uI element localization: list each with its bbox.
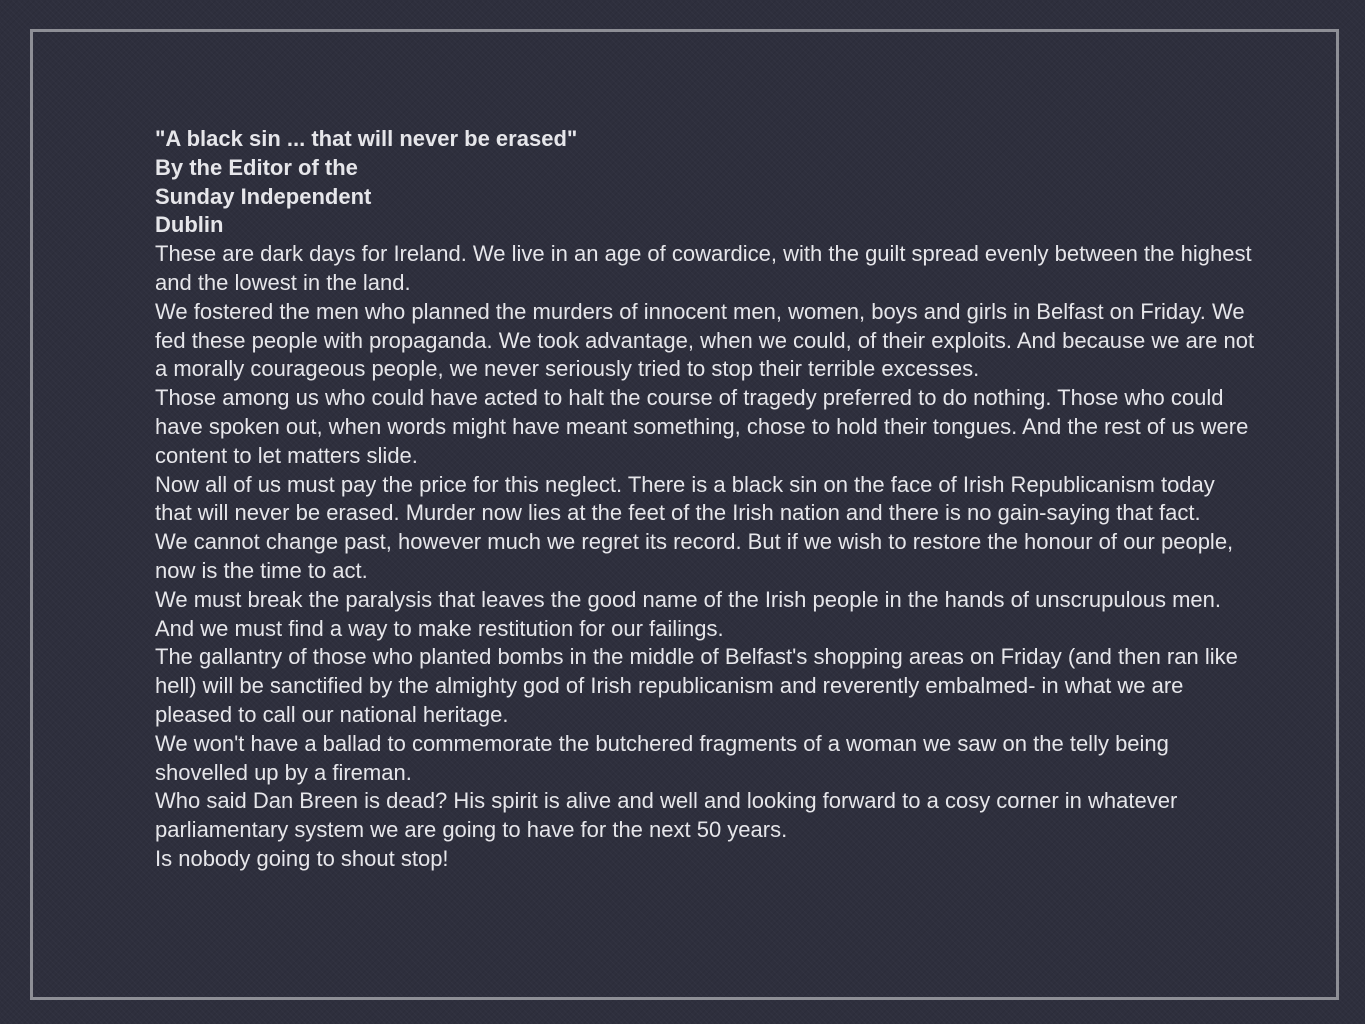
article-paragraph: The gallantry of those who planted bombs in the middle of Belfast's shopping areas on Friday (and then ran like hell) will be sanctified by the almighty god of Irish republicanism and reverently embalmed- in what we are pleased to call our national heritage. — [155, 644, 1238, 727]
article-paragraph: Now all of us must pay the price for this neglect. There is a black sin on the face of Irish Republicanism today that will never be erased. Murder now lies at the feet of the Irish nation and there is no gain-saying that fact. — [155, 471, 1215, 526]
article-paragraph: We must break the paralysis that leaves the good name of the Irish people in the hands of unscrupulous men. And we must find a way to make restitution for our failings. — [155, 586, 1222, 641]
article-paragraph: Those among us who could have acted to halt the course of tragedy preferred to do nothing. Those who could have spoken out, when words might have meant something, chose to hold their tongues. And the rest of us were content to let matters slide. — [155, 385, 1249, 468]
byline-line-1: By the Editor of the — [155, 154, 358, 180]
article-closing-line: Is nobody going to shout stop! — [155, 845, 449, 871]
article-paragraph: We won't have a ballad to commemorate the butchered fragments of a woman we saw on the telly being shovelled up by a fireman. — [155, 730, 1169, 785]
article-body — [155, 125, 1255, 874]
article-paragraph: We cannot change past, however much we regret its record. But if we wish to restore the honour of our people, now is the time to act. — [155, 529, 1234, 583]
article-paragraph: We fostered the men who planned the murders of innocent men, women, boys and girls in Belfast on Friday. We fed these people with propaganda. We took advantage, when we could, of their exploits. And because we are not a morally courageous people, we never seriously tried to stop their terrible excesses. — [155, 298, 1255, 382]
byline-location: Dublin — [155, 212, 224, 238]
article-headline: "A black sin ... that will never be erased" — [155, 126, 578, 151]
article-paragraph: These are dark days for Ireland. We live in an age of cowardice, with the guilt spread evenly between the highest and the lowest in the land. — [155, 241, 1252, 295]
article-paragraph: Who said Dan Breen is dead? His spirit is alive and well and looking forward to a cosy corner in whatever parliamentary system we are going to have for the next 50 years. — [155, 788, 1178, 843]
byline-publication: Sunday Independent — [155, 183, 372, 209]
